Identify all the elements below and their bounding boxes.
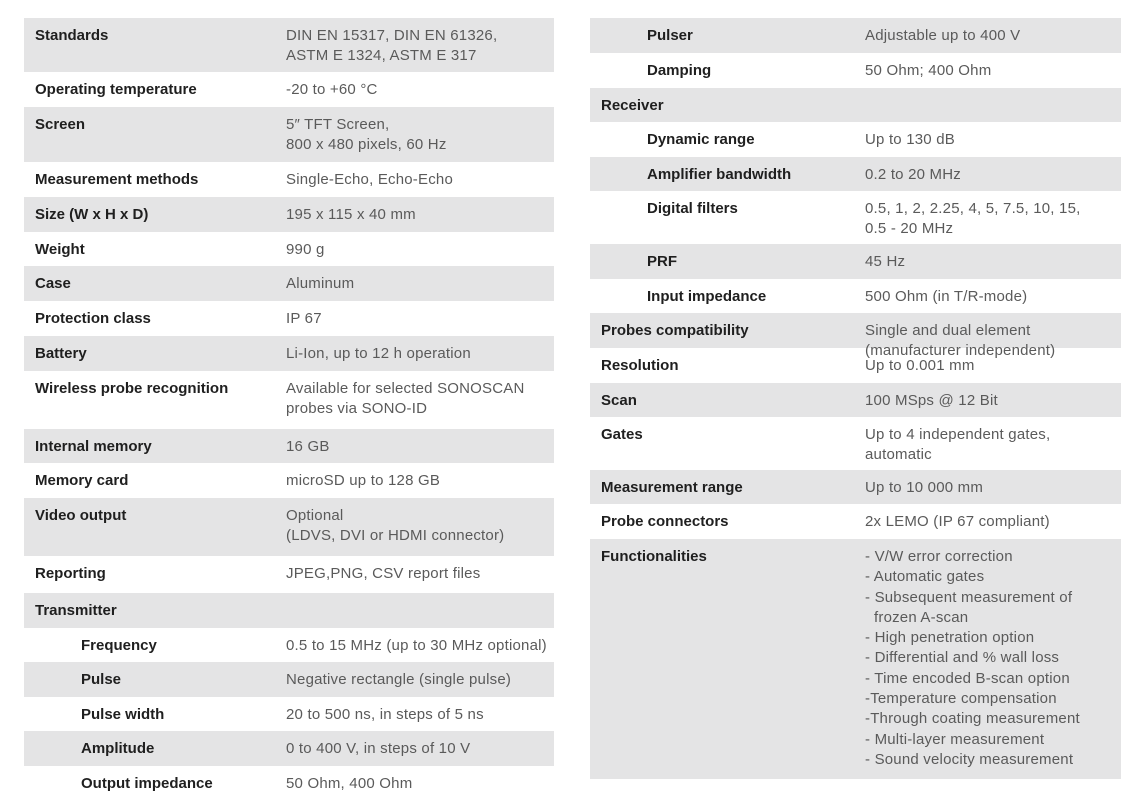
spec-row-video-output — [24, 498, 554, 556]
spec-value-line: -Temperature compensation — [865, 690, 1057, 708]
spec-row-pulser — [590, 18, 1121, 53]
spec-value-line: 2x LEMO (IP 67 compliant) — [865, 513, 1050, 530]
spec-value-line: automatic — [865, 446, 932, 463]
spec-value-line: 0.5 - 20 MHz — [865, 220, 954, 237]
spec-value — [286, 115, 447, 162]
spec-row-probe-connectors — [590, 504, 1121, 539]
spec-value — [286, 670, 511, 697]
spec-label: Size (W x H x D) — [35, 206, 149, 223]
spec-label: Memory card — [35, 472, 129, 489]
spec-value — [286, 437, 330, 463]
spec-value-line: - Differential and % wall loss — [865, 649, 1060, 667]
spec-value-line: ASTM E 1324, ASTM E 317 — [286, 47, 477, 64]
spec-value — [865, 547, 1080, 779]
spec-value-line: Single and dual element — [865, 322, 1031, 339]
spec-row-standards — [24, 18, 554, 72]
spec-label: Video output — [35, 507, 127, 524]
spec-table-right — [590, 18, 1121, 779]
spec-label: Case — [35, 275, 71, 292]
spec-value-line: Available for selected SONOSCAN — [286, 380, 525, 397]
spec-value-line: - V/W error correction — [865, 548, 1013, 565]
spec-value-line: Negative rectangle (single pulse) — [286, 671, 512, 688]
spec-value-line: Up to 0.001 mm — [865, 357, 975, 374]
spec-value-line: 500 Ohm (in T/R-mode) — [865, 288, 1028, 305]
spec-row-protection-class — [24, 301, 554, 336]
spec-value — [286, 739, 470, 766]
spec-row-functionalities — [590, 539, 1121, 779]
spec-row-prf — [590, 244, 1121, 279]
spec-value-line: (LDVS, DVI or HDMI connector) — [286, 527, 505, 544]
spec-value — [286, 774, 412, 800]
spec-value — [286, 506, 504, 556]
spec-value-line: - Time encoded B-scan option — [865, 669, 1070, 687]
spec-value — [865, 165, 961, 191]
spec-value — [865, 287, 1027, 313]
spec-row-battery — [24, 336, 554, 371]
spec-value-line: Up to 4 independent gates, — [865, 426, 1051, 443]
spec-row-digital-filters — [590, 191, 1121, 244]
spec-value-line: -20 to +60 °C — [286, 81, 378, 98]
spec-label: Resolution — [601, 357, 679, 374]
spec-label: Screen — [35, 116, 86, 133]
spec-label: Damping — [647, 62, 712, 79]
spec-label: Protection class — [35, 310, 151, 327]
spec-value — [286, 344, 471, 371]
spec-value — [286, 471, 440, 498]
spec-value-line: - Sound velocity measurement — [865, 750, 1074, 768]
spec-value-line: 16 GB — [286, 438, 330, 455]
spec-value-line: 20 to 500 ns, in steps of 5 ns — [286, 706, 484, 723]
spec-row-wireless-probe-recognition — [24, 371, 554, 429]
spec-label: Standards — [35, 27, 109, 44]
spec-row-amplifier-bandwidth — [590, 157, 1121, 191]
spec-value-line: 800 x 480 pixels, 60 Hz — [286, 136, 447, 153]
spec-value-line: Aluminum — [286, 275, 355, 292]
spec-value — [865, 61, 991, 88]
spec-value-line: Optional — [286, 507, 344, 524]
spec-value-line: 5″ TFT Screen, — [286, 116, 390, 133]
spec-value-line: 50 Ohm; 400 Ohm — [865, 62, 992, 79]
spec-label: Pulse width — [81, 706, 165, 723]
spec-row-operating-temperature — [24, 72, 554, 107]
spec-value-line: - Automatic gates — [865, 568, 985, 586]
spec-value — [865, 199, 1080, 244]
spec-row-memory-card — [24, 463, 554, 498]
spec-label: Receiver — [601, 97, 664, 114]
spec-value — [286, 274, 354, 301]
spec-label: Pulser — [647, 27, 693, 44]
spec-value — [286, 240, 325, 266]
spec-value-line: Adjustable up to 400 V — [865, 27, 1021, 44]
spec-label: Input impedance — [647, 288, 767, 305]
spec-label: Operating temperature — [35, 81, 197, 98]
spec-row-receiver — [590, 88, 1121, 122]
spec-value-line: 990 g — [286, 241, 325, 258]
spec-row-amplitude — [24, 731, 554, 766]
spec-row-case — [24, 266, 554, 301]
spec-value — [865, 321, 1056, 359]
spec-value — [865, 252, 905, 279]
spec-label: Pulse — [81, 671, 122, 688]
spec-row-pulse-width — [24, 697, 554, 731]
spec-value-line: (manufacturer independent) — [865, 342, 1056, 359]
spec-row-scan — [590, 383, 1121, 417]
spec-value — [286, 170, 453, 197]
spec-label: Internal memory — [35, 438, 152, 455]
spec-label: Amplitude — [81, 740, 155, 757]
spec-label: Amplifier bandwidth — [647, 166, 792, 183]
spec-value — [286, 80, 378, 107]
spec-value — [286, 26, 497, 72]
spec-value-line: Li-Ion, up to 12 h operation — [286, 345, 471, 362]
spec-value — [865, 478, 983, 504]
spec-label: Dynamic range — [647, 131, 755, 148]
spec-value — [865, 130, 955, 157]
spec-label: Transmitter — [35, 602, 117, 619]
spec-value — [865, 26, 1020, 53]
spec-value-line: DIN EN 15317, DIN EN 61326, — [286, 27, 498, 44]
spec-row-dynamic-range — [590, 122, 1121, 157]
spec-value — [865, 391, 998, 417]
spec-label: Weight — [35, 241, 85, 258]
spec-table-left — [24, 18, 554, 800]
spec-row-measurement-range — [590, 470, 1121, 504]
spec-label: Reporting — [35, 565, 106, 582]
spec-value-line: probes via SONO-ID — [286, 400, 428, 417]
spec-value-line: - High penetration option — [865, 629, 1035, 647]
spec-value-line: Single-Echo, Echo-Echo — [286, 171, 453, 188]
spec-label: Gates — [601, 426, 643, 443]
spec-row-gates — [590, 417, 1121, 470]
spec-value-line: frozen A-scan — [874, 608, 969, 626]
spec-row-frequency — [24, 628, 554, 662]
spec-label: Battery — [35, 345, 87, 362]
spec-value-line: 195 x 115 x 40 mm — [286, 206, 416, 223]
spec-value — [286, 705, 484, 731]
spec-row-probes-compatibility — [590, 313, 1121, 359]
spec-value-line: - Multi-layer measurement — [865, 730, 1045, 748]
spec-value-line: 45 Hz — [865, 253, 906, 270]
spec-label: Scan — [601, 392, 637, 409]
spec-row-pulse — [24, 662, 554, 697]
spec-value — [286, 309, 322, 336]
spec-label: Digital filters — [647, 200, 738, 217]
spec-row-weight — [24, 232, 554, 266]
spec-row-output-impedance — [24, 766, 554, 800]
spec-value-line: 100 MSps @ 12 Bit — [865, 392, 998, 409]
spec-row-input-impedance — [590, 279, 1121, 313]
spec-value — [286, 564, 480, 593]
spec-row-damping — [590, 53, 1121, 88]
spec-value — [286, 636, 547, 662]
spec-value-line: 0.5 to 15 MHz (up to 30 MHz optional) — [286, 637, 547, 654]
spec-value-line: -Through coating measurement — [865, 710, 1080, 728]
spec-value-line: Up to 130 dB — [865, 131, 955, 148]
spec-value-line: 0.5, 1, 2, 2.25, 4, 5, 7.5, 10, 15, — [865, 200, 1081, 217]
spec-value — [865, 356, 975, 383]
spec-row-screen — [24, 107, 554, 162]
spec-label: Probe connectors — [601, 513, 729, 530]
spec-label: Frequency — [81, 637, 157, 654]
spec-label: Probes compatibility — [601, 322, 749, 339]
spec-value-line: 0.2 to 20 MHz — [865, 166, 961, 183]
spec-value — [286, 379, 525, 429]
spec-row-reporting — [24, 556, 554, 593]
spec-row-size-w-x-h-x-d — [24, 197, 554, 232]
spec-value-line: IP 67 — [286, 310, 322, 327]
spec-value-line: 0 to 400 V, in steps of 10 V — [286, 740, 471, 757]
spec-label: Output impedance — [81, 775, 213, 792]
spec-label: Functionalities — [601, 548, 707, 565]
spec-label: Wireless probe recognition — [35, 380, 229, 397]
spec-row-transmitter — [24, 593, 554, 628]
spec-value — [865, 512, 1050, 539]
spec-row-internal-memory — [24, 429, 554, 463]
spec-value — [286, 205, 416, 232]
spec-value-line: Up to 10 000 mm — [865, 479, 984, 496]
spec-value-line: JPEG,PNG, CSV report files — [286, 565, 481, 582]
spec-value-line: - Subsequent measurement of — [865, 588, 1073, 606]
spec-label: Measurement methods — [35, 171, 199, 188]
spec-row-measurement-methods — [24, 162, 554, 197]
spec-label: Measurement range — [601, 479, 743, 496]
spec-label: PRF — [647, 253, 677, 270]
spec-value-line: 50 Ohm, 400 Ohm — [286, 775, 413, 792]
spec-value-line: microSD up to 128 GB — [286, 472, 441, 489]
spec-value — [865, 425, 1050, 470]
